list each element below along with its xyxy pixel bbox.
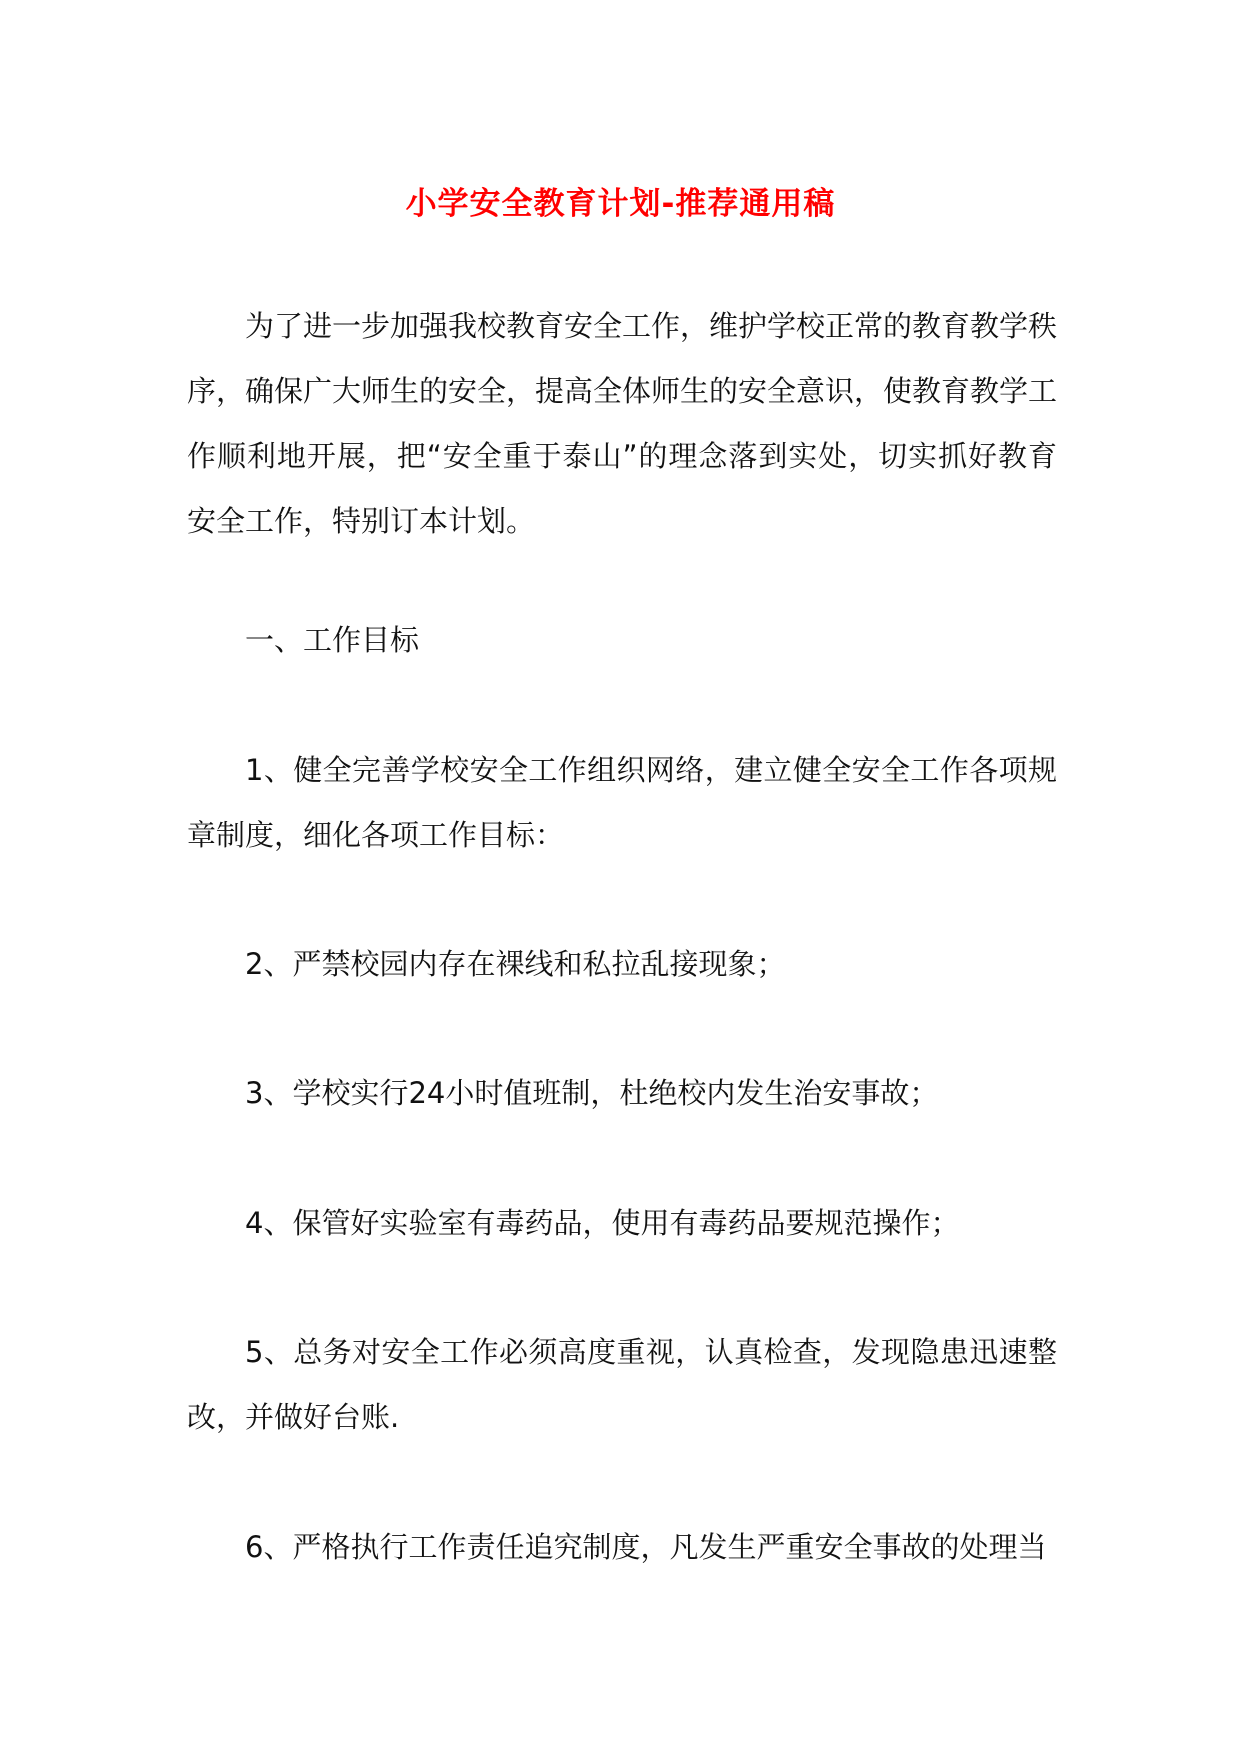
document-title: 小学安全教育计划-推荐通用稿 — [405, 185, 836, 222]
goal-item-5: 5、总务对安全工作必须高度重视，认真检查，发现隐患迅速整改，并做好台账. — [187, 1335, 1057, 1434]
goal-item-1: 1、健全完善学校安全工作组织网络，建立健全安全工作各项规章制度，细化各项工作目标： — [187, 753, 1057, 852]
goal-item-4: 4、保管好实验室有毒药品，使用有毒药品要规范操作； — [245, 1206, 960, 1240]
intro-paragraph: 为了进一步加强我校教育安全工作，维护学校正常的教育教学秩序，确保广大师生的安全，提高全体师生的安全意识，使教育教学工作顺利地开展，把“安全重于泰山”的理念落到实处，切实抓好教育安全工作，特别订本计划。 — [187, 309, 1058, 538]
goal-item-3: 3、学校实行24小时值班制，杜绝校内发生治安事故； — [245, 1076, 939, 1110]
goal-item-2: 2、严禁校园内存在裸线和私拉乱接现象； — [245, 947, 786, 981]
section-heading-work-goals: 一、工作目标 — [245, 623, 420, 657]
goal-item-6: 6、严格执行工作责任追究制度，凡发生严重安全事故的处理当 — [245, 1530, 1047, 1564]
